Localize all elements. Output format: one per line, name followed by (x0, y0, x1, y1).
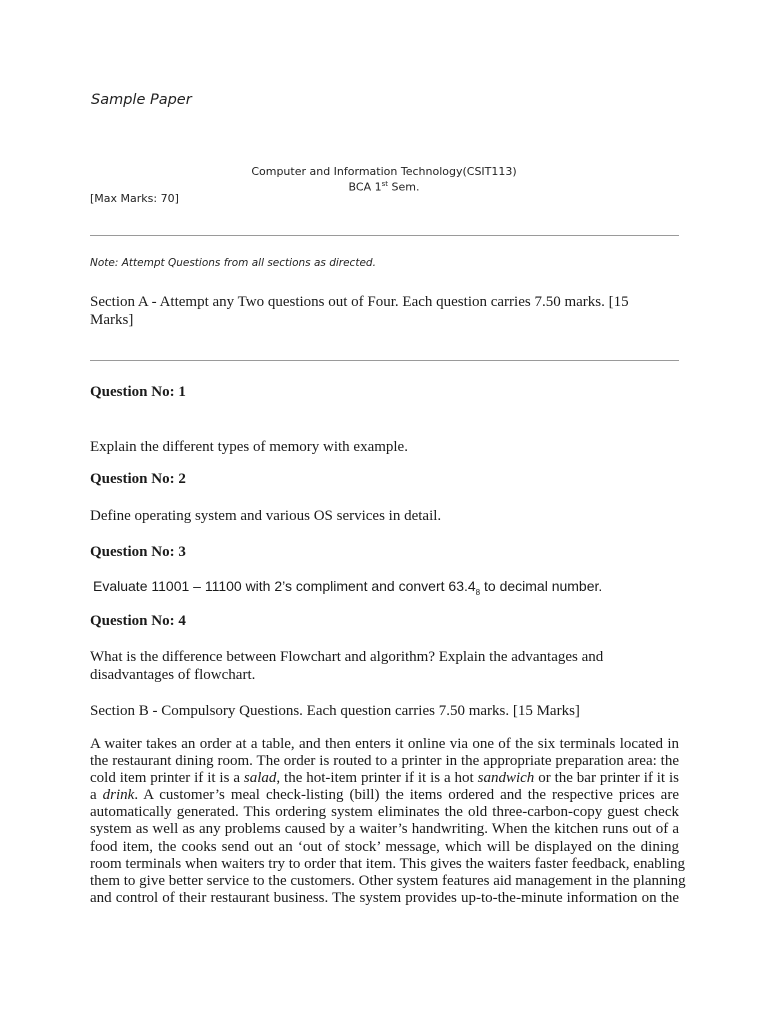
passage-line: food item, the cooks send out an ‘out of stock’ message, which will be displayed on the dining (90, 838, 679, 855)
course-sem-superscript: st (381, 180, 388, 188)
question-4-line1: What is the difference between Flowchart and algorithm? Explain the advantages and (90, 649, 604, 665)
course-title: Computer and Information Technology(CSIT113) (251, 165, 517, 178)
passage-line: system as well as any problems caused by a waiter’s handwriting. When the kitchen runs out of a (90, 821, 679, 838)
passage-text: a (90, 787, 103, 804)
passage-text: cold item printer if it is a (90, 770, 244, 787)
passage-line: and control of their restaurant business. The system provides up-to-the-minute information on the (90, 889, 679, 906)
sample-paper-title: Sample Paper (91, 92, 192, 108)
question-1-heading: Question No: 1 (90, 384, 186, 400)
section-a-line2: Marks] (90, 312, 134, 328)
passage-line (90, 787, 679, 804)
question-1-text: Explain the different types of memory with example. (90, 439, 408, 455)
passage-text: , the hot-item printer if it is a hot (276, 770, 478, 787)
passage-line: the restaurant dining room. The order is routed to a printer in the appropriate preparation area: the (90, 753, 679, 770)
section-a-heading (90, 293, 680, 329)
passage-line (90, 770, 679, 787)
question-2-text: Define operating system and various OS services in detail. (90, 508, 442, 524)
divider-top (90, 235, 679, 236)
question-4-heading: Question No: 4 (90, 613, 186, 629)
passage-line: them to give better service to the customers. Other system features aid management in the planning (90, 872, 686, 889)
question-4-line2: disadvantages of flowchart. (90, 667, 256, 683)
instructions-note: Note: Attempt Questions from all sections as directed. (90, 257, 376, 269)
question-3-heading: Question No: 3 (90, 544, 186, 560)
max-marks: [Max Marks: 70] (90, 192, 179, 205)
divider-section-a (90, 360, 679, 361)
passage-text: or the bar printer if it is (534, 770, 679, 787)
question-3-subscript: 8 (475, 587, 481, 597)
question-2-heading: Question No: 2 (90, 471, 186, 487)
passage-text: . A customer’s meal check-listing (bill) the items ordered and the respective prices are (134, 787, 679, 804)
section-a-line1: Section A - Attempt any Two questions out of Four. Each question carries 7.50 marks. [15 (90, 294, 629, 310)
question-3-text-before: Evaluate 11001 – 11100 with 2’s compliment and convert 63.4 (93, 578, 476, 594)
course-sem-suffix: Sem. (388, 180, 420, 194)
question-3-text-after: to decimal number. (480, 578, 603, 594)
section-b-heading: Section B - Compulsory Questions. Each question carries 7.50 marks. [15 Marks] (90, 703, 580, 719)
question-3-text (93, 577, 683, 602)
passage-line: A waiter takes an order at a table, and then enters it online via one of the six terminals located in (90, 736, 679, 752)
passage-line: room terminals when waiters try to order that item. This gives the waiters faster feedback, enabling (90, 855, 685, 872)
passage-italic-drink: drink (102, 787, 135, 804)
question-4-text (90, 648, 680, 684)
passage-line: automatically generated. This ordering system eliminates the old three-carbon-copy guest check (90, 804, 679, 821)
case-study-passage (90, 736, 686, 907)
passage-italic-salad: salad (243, 770, 277, 787)
course-sem-prefix: BCA 1 (348, 180, 382, 194)
passage-italic-sandwich: sandwich (477, 770, 535, 787)
